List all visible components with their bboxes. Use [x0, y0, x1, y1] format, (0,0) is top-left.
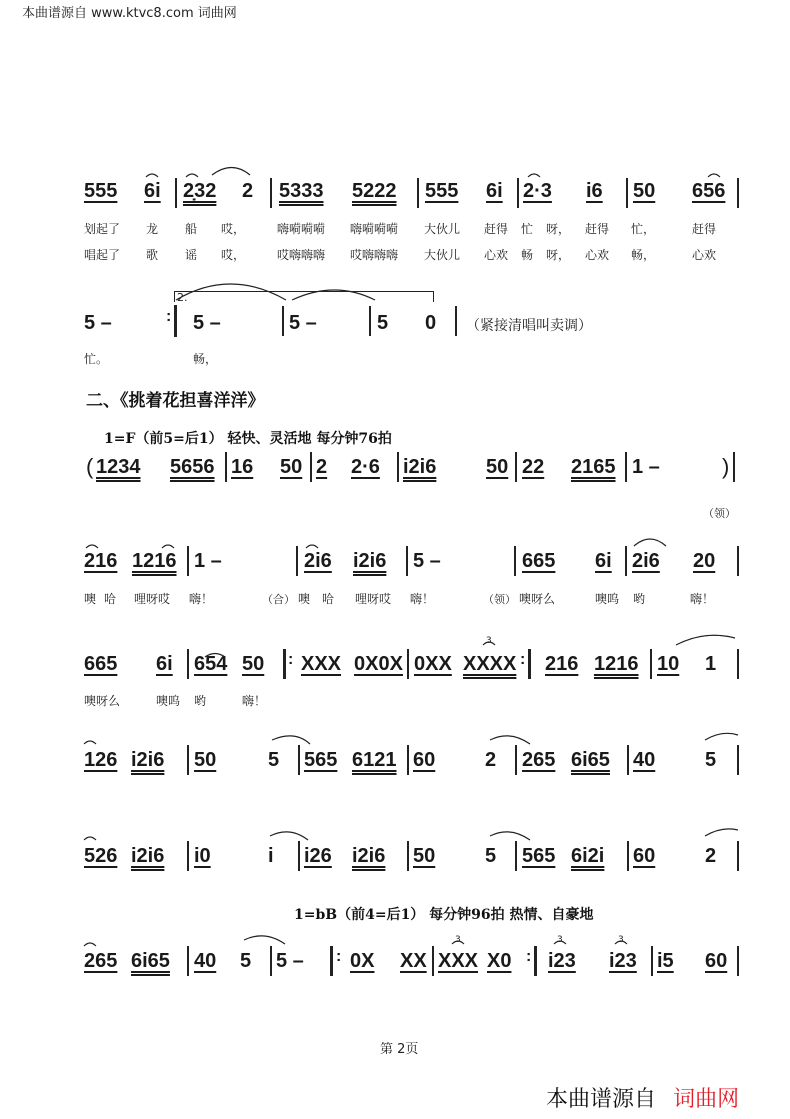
note-group: 60 — [413, 749, 436, 771]
note-group: 5333 — [279, 180, 324, 202]
barline — [369, 306, 371, 336]
note-group: i23 — [609, 950, 637, 972]
note-group: i2i6 — [352, 845, 386, 867]
note-group: 0X — [350, 950, 375, 972]
lyric: 划起了 — [84, 222, 121, 236]
note-group: 16 — [231, 456, 254, 478]
note-group: i2i6 — [403, 456, 437, 478]
note-group: 2·3 — [523, 180, 552, 202]
lyric: 谣 — [185, 248, 198, 262]
note-group: 20 — [693, 550, 716, 572]
barline — [517, 178, 519, 208]
barline — [298, 745, 300, 775]
lyric: 歌 — [146, 248, 159, 262]
lyric: 哎嗨嗨嗨 — [350, 248, 399, 262]
note-group: 40 — [633, 749, 656, 771]
lyric: 嗨！ — [690, 592, 715, 606]
lyric: 心欢 — [692, 248, 717, 262]
note-group: 2 — [485, 749, 497, 771]
repeat-sign: : — [336, 948, 342, 965]
note-group: 216 — [545, 653, 579, 675]
lyric: 哈 — [322, 592, 335, 606]
note-group: 565 — [522, 845, 556, 867]
svg-text:3: 3 — [618, 935, 624, 945]
note-group: i6 — [586, 180, 603, 202]
barline — [737, 178, 739, 208]
barline — [737, 745, 739, 775]
barline — [298, 841, 300, 871]
barline — [225, 452, 227, 482]
barline — [515, 452, 517, 482]
lyric: 畅， — [193, 352, 218, 366]
note-group: 40 — [194, 950, 217, 972]
note-group: 5 — [485, 845, 497, 867]
note-group: 6i65 — [131, 950, 170, 972]
lyric: 忙， — [631, 222, 656, 236]
barline — [417, 178, 419, 208]
lyric: 噢呀么 — [519, 592, 556, 606]
volta-bracket — [174, 291, 434, 302]
note-group: 265 — [522, 749, 556, 771]
lyric: 赶得 — [585, 222, 610, 236]
lyric: 哎， — [221, 222, 246, 236]
volta-label: 2. — [177, 291, 188, 304]
lyric: 哩呀哎 — [134, 592, 171, 606]
note-group: 50 — [194, 749, 217, 771]
lyric: 船 — [185, 222, 198, 236]
note-group: 5656 — [170, 456, 215, 478]
note-group: 50 — [486, 456, 509, 478]
intro-close-paren: ) — [722, 454, 730, 479]
repeat-sign: : — [526, 948, 532, 965]
note-group: 6121 — [352, 749, 397, 771]
note-group: 5 – — [193, 312, 221, 334]
lyric: 忙 — [521, 222, 534, 236]
lyric: 哟 — [633, 592, 646, 606]
note-group: i0 — [194, 845, 211, 867]
barline — [626, 178, 628, 208]
barline — [397, 452, 399, 482]
tempo-mark-1: 1=F（前5=后1） 轻快、灵活地 每分钟76拍 — [104, 431, 392, 447]
note-group: XXXX — [463, 653, 517, 675]
barline — [515, 841, 517, 871]
repeat-sign: : — [520, 651, 526, 668]
note-group: i26 — [304, 845, 332, 867]
note-group: 555 — [425, 180, 459, 202]
lyric: 大伙儿 — [424, 222, 461, 236]
barline — [407, 745, 409, 775]
barline — [187, 649, 189, 679]
note-group: 0X0X — [354, 653, 403, 675]
lyric: 畅， — [631, 248, 656, 262]
note-group: 126 — [84, 749, 118, 771]
note-group: i2i6 — [353, 550, 387, 572]
note-group: 1 – — [632, 456, 660, 478]
barline — [455, 306, 457, 336]
barline — [296, 546, 298, 576]
lead-mark: （领） — [703, 507, 736, 520]
barline — [187, 745, 189, 775]
lyric: 噢呜 — [156, 694, 181, 708]
barline — [737, 546, 739, 576]
lyric: 呀， — [546, 222, 571, 236]
note-group: 60 — [705, 950, 728, 972]
lyric: 赶得 — [484, 222, 509, 236]
repeat-sign: : — [166, 308, 172, 325]
barline — [737, 946, 739, 976]
note-group: 5222 — [352, 180, 397, 202]
barline — [270, 946, 272, 976]
note-group: 50 — [242, 653, 265, 675]
barline — [432, 946, 434, 976]
note-group: X0 — [487, 950, 512, 972]
barline — [175, 178, 177, 208]
lyric: 赶得 — [692, 222, 717, 236]
barline — [515, 745, 517, 775]
page-number: 第 2页 — [380, 1042, 419, 1057]
note-group: 656 — [692, 180, 726, 202]
note-group: 1216 — [132, 550, 177, 572]
note-group: i23 — [548, 950, 576, 972]
section-title: 二、《挑着花担喜洋洋》 — [86, 391, 265, 411]
tempo-mark-2: 1=bB（前4=后1） 每分钟96拍 热情、自豪地 — [294, 907, 594, 923]
note-group: 1234 — [96, 456, 141, 478]
lyric: （领） — [483, 593, 516, 606]
lyric: 哎嗨嗨嗨 — [277, 248, 326, 262]
note-group: 2165 — [571, 456, 616, 478]
note-group: 2i6 — [304, 550, 332, 572]
note-group: 0XX — [414, 653, 452, 675]
note-group: i2i6 — [131, 845, 165, 867]
note-group: i2i6 — [131, 749, 165, 771]
note-group: 50 — [633, 180, 656, 202]
brand-watermark — [546, 1082, 739, 1113]
barline — [625, 546, 627, 576]
barline — [187, 946, 189, 976]
performance-note: （紧接清唱叫卖调） — [466, 318, 592, 334]
lyric: （合） — [262, 593, 295, 606]
note-group: 555 — [84, 180, 118, 202]
barline — [733, 452, 735, 482]
lyric: 嗨！ — [242, 694, 267, 708]
note-group: 665 — [522, 550, 556, 572]
lyric: 嗨！ — [410, 592, 435, 606]
note-group: 22 — [522, 456, 545, 478]
repeat-barline — [528, 649, 531, 679]
note-group: 5 — [705, 749, 717, 771]
note-group: 6i — [595, 550, 612, 572]
barline — [187, 841, 189, 871]
note-group: 60 — [633, 845, 656, 867]
note-group: 50 — [413, 845, 436, 867]
lyric: 嗨！ — [189, 592, 214, 606]
note-group: XX — [400, 950, 427, 972]
note-group: 526 — [84, 845, 118, 867]
brand-text: 本曲谱源自 — [546, 1087, 657, 1112]
note-group: 5 — [240, 950, 252, 972]
barline — [651, 946, 653, 976]
lyric: 大伙儿 — [424, 248, 461, 262]
lyric: 噢 — [298, 592, 311, 606]
lyric: 哩呀哎 — [355, 592, 392, 606]
note-group: 654 — [194, 653, 228, 675]
note-group: 1216 — [594, 653, 639, 675]
lyric: 哈 — [104, 592, 117, 606]
lyric: 唱起了 — [84, 248, 121, 262]
note-group: 5 – — [289, 312, 317, 334]
note-group: XXX — [301, 653, 342, 675]
lyric: 心欢 — [585, 248, 610, 262]
note-group: 5 – — [276, 950, 304, 972]
repeat-barline — [174, 305, 177, 337]
note-group: i — [268, 845, 274, 867]
note-group: i5 — [657, 950, 674, 972]
note-group: 1 – — [194, 550, 222, 572]
barline — [282, 306, 284, 336]
note-group: 265 — [84, 950, 118, 972]
note-group: 2·6 — [351, 456, 380, 478]
note-group: 6i65 — [571, 749, 610, 771]
barline — [310, 452, 312, 482]
note-group: 216 — [84, 550, 118, 572]
lyric: 畅 — [521, 248, 534, 262]
lyric: 嗨嗬嗬嗬 — [277, 222, 326, 236]
barline — [650, 649, 652, 679]
note-group: 5 — [377, 312, 389, 334]
note-group: 6i2i — [571, 845, 605, 867]
lyric: 嗨嗬嗬嗬 — [350, 222, 399, 236]
lyric: 哎， — [221, 248, 246, 262]
lyric: 忙。 — [84, 352, 109, 366]
note-group: 10 — [657, 653, 680, 675]
note-group: 5 – — [84, 312, 112, 334]
note-group: 2 — [242, 180, 254, 202]
note-group: 0 — [425, 312, 437, 334]
repeat-barline — [330, 946, 333, 976]
lyric: 哟 — [194, 694, 207, 708]
barline — [270, 178, 272, 208]
lyric: 噢呀么 — [84, 694, 121, 708]
repeat-barline — [534, 946, 537, 976]
note-group: 665 — [84, 653, 118, 675]
note-group: 2̣32 — [183, 180, 217, 202]
note-group: 2 — [705, 845, 717, 867]
note-group: 5 – — [413, 550, 441, 572]
intro-open-paren: ( — [86, 454, 94, 479]
barline — [627, 841, 629, 871]
barline — [187, 546, 189, 576]
note-group: 565 — [304, 749, 338, 771]
brand-text-red: 词曲网 — [673, 1087, 740, 1112]
lyric: 心欢 — [484, 248, 509, 262]
barline — [407, 649, 409, 679]
note-group: 5 — [268, 749, 280, 771]
barline — [627, 745, 629, 775]
repeat-barline — [283, 649, 286, 679]
barline — [407, 841, 409, 871]
svg-text:3: 3 — [557, 935, 563, 945]
note-group: 1 — [705, 653, 717, 675]
note-group: XXX — [438, 950, 479, 972]
site-header: 本曲谱源自 www.ktvc8.com 词曲网 — [22, 6, 237, 21]
barline — [625, 452, 627, 482]
barline — [514, 546, 516, 576]
note-group: 6i — [486, 180, 503, 202]
barline — [737, 649, 739, 679]
lyric: 噢呜 — [595, 592, 620, 606]
note-group: 6i — [156, 653, 173, 675]
barline — [737, 841, 739, 871]
barline — [406, 546, 408, 576]
note-group: 2 — [316, 456, 328, 478]
note-group: 6i — [144, 180, 161, 202]
lyric: 呀， — [546, 248, 571, 262]
note-group: 2i6 — [632, 550, 660, 572]
lyric: 噢 — [84, 592, 97, 606]
svg-text:3: 3 — [455, 935, 461, 945]
svg-text:3: 3 — [486, 636, 492, 646]
repeat-sign: : — [288, 651, 294, 668]
note-group: 50 — [280, 456, 303, 478]
lyric: 龙 — [146, 222, 159, 236]
